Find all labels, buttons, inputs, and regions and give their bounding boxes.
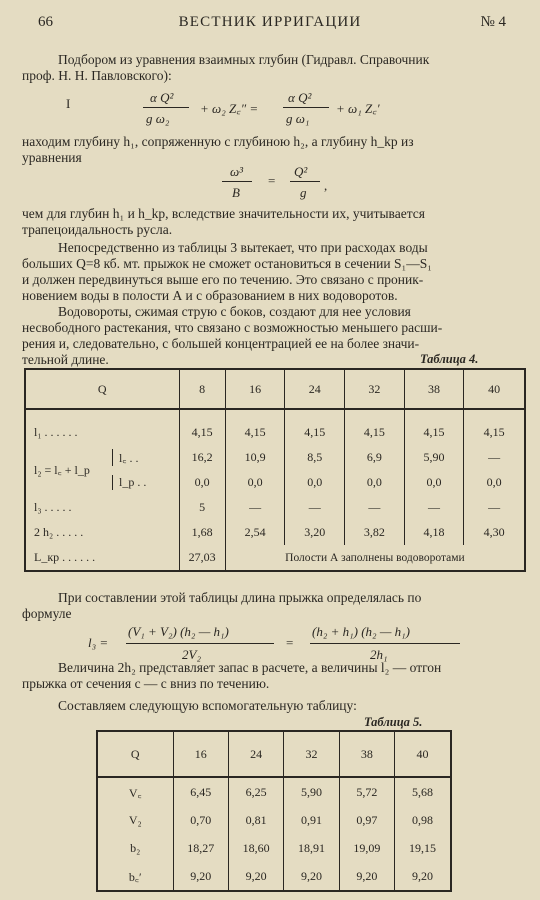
table-cell: 5,68 [395,777,451,806]
equals-sign: = [286,635,294,650]
table-row [97,806,451,834]
table-4-caption: Таблица 4. [420,352,479,366]
row-label [25,545,179,571]
table-cell: 9,20 [284,862,339,891]
header-cell: Q [97,731,173,777]
fraction-numerator: Q² [294,164,308,179]
table-cell: 9,20 [173,862,228,891]
table-cell: 4,15 [225,420,285,445]
table-cell: 3,20 [285,520,345,545]
table-cell: 5,90 [404,445,464,470]
text-line: чем для глубин h₁ и h_kp, вследствие значительности их, учитывается [22,206,426,221]
table-cell: 9,20 [339,862,394,891]
table-cell: 4,18 [404,520,464,545]
row-label-text: L_кр [34,550,60,564]
text-line: Подбором из уравнения взаимных глубин (Гидравл. Справочник [58,52,430,67]
row-label-text: l_p [119,475,135,489]
header-cell: 38 [339,731,394,777]
fraction-bar [310,643,460,644]
fraction-numerator: α Q² [288,90,312,105]
table-cell: 4,15 [345,420,405,445]
text-line: При составлении этой таблицы длина прыжка определялась по [58,590,422,605]
fraction-denominator: g [300,185,307,200]
table-cell: 6,9 [345,445,405,470]
text-line: уравнения [22,150,82,165]
text-line: тельной длине. [22,352,109,367]
fraction-denominator: g ω₁ [286,111,310,126]
text-line: новением воды в полости А и с образованием в них водоворотов. [22,288,398,303]
leader-dots: . . . . . . [62,550,96,564]
table-row [97,834,451,862]
table-cell: 9,20 [228,862,283,891]
table-cell: 16,2 [179,445,225,470]
table-cell: 0,0 [285,470,345,495]
table-cell: 0,97 [339,806,394,834]
text-line: и должен передвинуться выше его по течению. Это связано с проник- [22,272,424,287]
paragraph-8 [22,698,532,714]
fraction-bar [126,643,274,644]
paragraph-7 [22,660,532,692]
table-cell: 4,15 [179,420,225,445]
fraction-denominator: 2h₁ [370,647,388,662]
header-cell: 24 [285,369,345,409]
comma: , [324,178,328,193]
table-cell: 2,54 [225,520,285,545]
table-cell: 27,03 [179,545,225,571]
running-header [0,14,540,38]
table-cell: 0,0 [179,470,225,495]
table-cell: 9,20 [395,862,451,891]
table-cell: 4,15 [404,420,464,445]
table-cell: 5,90 [284,777,339,806]
row-label-text: l₃ [34,500,42,514]
table-cell: 0,0 [345,470,405,495]
row-label: b꜀′ [97,862,173,891]
fraction-denominator: g ω₂ [146,111,170,126]
text-line: Водовороты, сжимая струю с боков, создают для нее условия [58,304,411,319]
equation-marker: I [66,96,71,111]
table-cell: 0,70 [173,806,228,834]
header-cell: Q [25,369,179,409]
leader-dots: . . . . . [56,525,84,539]
row-label: V꜀ [97,777,173,806]
text-line: трапецоидальность русла. [22,222,173,237]
fraction-bar [222,181,252,182]
fraction-denominator: 2V₂ [182,647,201,662]
intro-paragraph [22,52,532,84]
table-cell: 5 [179,495,225,520]
table-cell: 6,45 [173,777,228,806]
table-cell: 0,0 [404,470,464,495]
table-cell: 4,30 [464,520,525,545]
table-cell: — [404,495,464,520]
table-cell: — [225,495,285,520]
table-row [97,862,451,891]
table-row [25,495,525,520]
text-line: Непосредственно из таблицы 3 вытекает, что при расходах воды [58,240,428,255]
table-cell: — [464,445,525,470]
table-cell: 0,0 [464,470,525,495]
table-row [25,545,525,571]
table-cell: 19,09 [339,834,394,862]
paragraph-2 [22,134,532,166]
text-line: формуле [22,606,72,621]
row-label [25,420,179,445]
table-cell: 18,91 [284,834,339,862]
text-line: несвободного растекания, что связано с возможностью меньшего расши- [22,320,443,335]
text-line: проф. Н. Н. Павловского): [22,68,172,83]
row-label: b₂ [97,834,173,862]
text-line: больших Q=8 кб. мт. прыжок не сможет остановиться в сечении S₁—S₁ [22,256,432,271]
issue-number: № 4 [480,14,506,30]
table-cell: — [285,495,345,520]
table-cell: — [464,495,525,520]
table-cell: 4,15 [464,420,525,445]
table-cell: 1,68 [179,520,225,545]
combined-label: l₂ = l꜀ + l_p [34,463,90,477]
header-cell: 32 [284,731,339,777]
fraction-bar [143,107,189,108]
equation-term: + ω₂ Z꜀″ = [200,101,259,116]
table-cell: 19,15 [395,834,451,862]
table-cell: 0,98 [395,806,451,834]
page-number: 66 [38,14,53,30]
table-cell: 5,72 [339,777,394,806]
row-label: V₂ [97,806,173,834]
header-cell: 40 [395,731,451,777]
table-note-cell: Полости А заполнены водоворотами [225,545,525,571]
fraction-denominator: B [232,185,240,200]
text-line: Величина 2h₂ представляет запас в расчете, а величины l₂ — отгон [58,660,442,675]
text-line: рения и, следовательно, с большей концентрацией ее на более значи- [22,336,420,351]
header-cell: 40 [464,369,525,409]
table-cell: — [345,495,405,520]
fraction-bar [290,181,320,182]
table-cell: 0,0 [225,470,285,495]
header-cell: 8 [179,369,225,409]
table-header-row [97,731,451,777]
table-cell: 18,60 [228,834,283,862]
row-label [25,520,179,545]
table-cell: 18,27 [173,834,228,862]
header-cell: 24 [228,731,283,777]
paragraph-3 [22,206,532,238]
table-cell: 0,91 [284,806,339,834]
row-label [25,445,179,477]
fraction-numerator: (V₁ + V₂) (h₂ — h₁) [128,624,229,639]
table-row [25,445,525,470]
table-cell: 3,82 [345,520,405,545]
table-header-row [25,369,525,409]
equation-term: + ω₁ Z꜀′ [336,101,380,116]
leader-dots: . . . . . . [44,425,78,439]
table-5-caption: Таблица 5. [364,715,423,729]
fraction-numerator: ω³ [230,164,244,179]
row-label-text: l₁ [34,425,42,439]
table-cell: 0,81 [228,806,283,834]
row-label [25,495,179,520]
fraction-numerator: (h₂ + h₁) (h₂ — h₁) [312,624,410,639]
header-cell: 38 [404,369,464,409]
journal-title: ВЕСТНИК ИРРИГАЦИИ [178,14,362,30]
table-cell: 8,5 [285,445,345,470]
text-line: Составляем следующую вспомогательную таблицу: [58,698,357,713]
table-5 [96,730,452,892]
header-cell: 16 [173,731,228,777]
header-cell: 32 [345,369,405,409]
table-row [97,777,451,806]
leader-dots: . . . . . [44,500,72,514]
text-line: прыжка от сечения c — c вниз по течению. [22,676,270,691]
table-cell: 6,25 [228,777,283,806]
paragraph-4 [22,240,532,304]
leader-dots: . . [137,475,147,489]
table-row [25,420,525,445]
leader-dots: . . [129,451,139,465]
table-row [25,520,525,545]
paragraph-6 [22,590,532,622]
equals-sign: = [268,173,276,188]
text-line: находим глубину h₁, сопряженную с глубиною h₂, а глубину h_kp из [22,134,414,149]
row-label-text: 2 h₂ [34,525,54,539]
header-cell: 16 [225,369,285,409]
table-cell: 10,9 [225,445,285,470]
fraction-numerator: α Q² [150,90,174,105]
table-4 [24,368,526,572]
table-cell: 4,15 [285,420,345,445]
equation-term: l₃ = [88,635,109,650]
fraction-bar [283,107,329,108]
row-label-text: l꜀ [119,451,127,465]
